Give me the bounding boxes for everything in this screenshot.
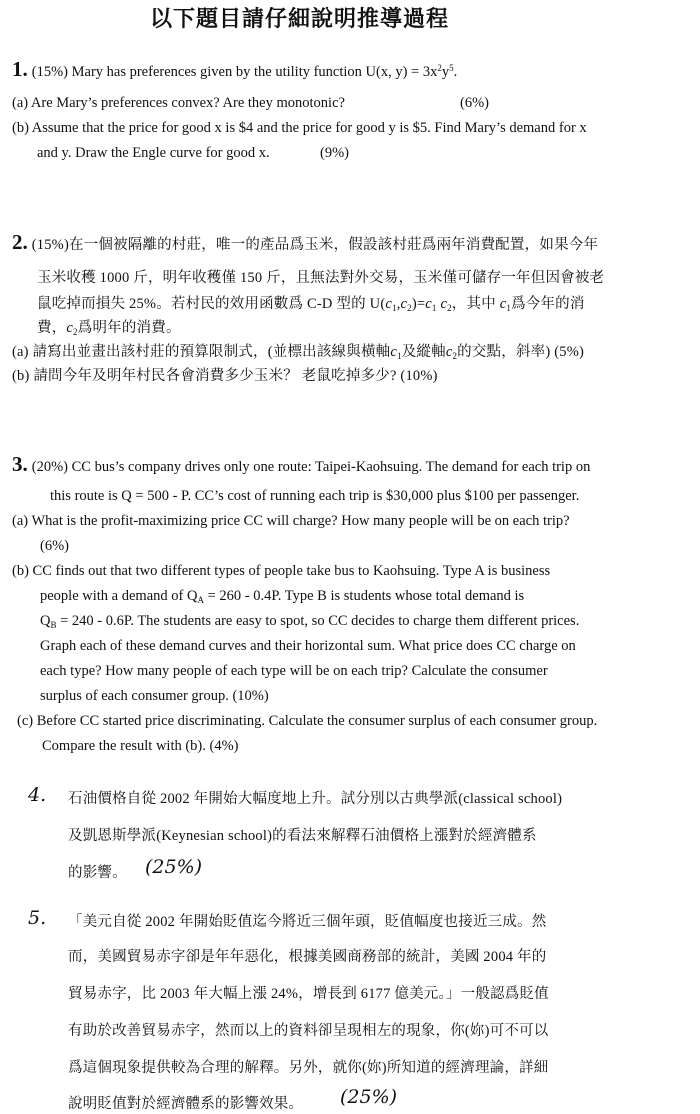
- var-c: c: [390, 344, 397, 360]
- part-b-line-2: and y. Draw the Engle curve for good x.: [37, 145, 270, 161]
- text: 及縱軸: [401, 344, 446, 360]
- handwritten-points: (25%): [340, 1086, 398, 1108]
- text: 的交點，斜率) (5%): [457, 344, 584, 360]
- sub-2: 2: [407, 303, 412, 313]
- text: 鼠吃掉而損失 25%。若村民的效用函數爲 C-D 型的 U(: [37, 296, 386, 312]
- part-c-line-1: (c) Before CC started price discriminating. Calculate the consumer surplus of each consumer group.: [17, 713, 598, 729]
- text: 費，: [37, 320, 67, 336]
- part-b-line-3: [40, 613, 579, 630]
- sub-1: 1: [431, 303, 437, 313]
- sub-2: 2: [447, 303, 452, 313]
- question-line-2: 及凱恩斯學派(Keynesian school)的看法來解釋石油價格上漲對於經濟體系: [68, 828, 537, 844]
- var-c: c: [425, 296, 432, 312]
- question-line-2: 玉米收穫 1000 斤，明年收穫僅 150 斤，且無法對外交易，玉米僅可儲存一年但因會被老: [37, 270, 605, 286]
- sub-2: 2: [73, 327, 78, 337]
- sub-a: A: [197, 595, 204, 605]
- sub-b: B: [50, 620, 57, 630]
- text: people with a demand of Q: [40, 588, 198, 604]
- exponent-y: 5: [449, 63, 454, 73]
- text: 爲今年的消: [511, 296, 585, 312]
- part-b-line-2: [40, 588, 524, 605]
- part-c-line-2: Compare the result with (b). (4%): [42, 738, 239, 754]
- sub-1: 1: [506, 303, 512, 313]
- question-line-3: 鼠吃掉而損失 25%。若村民的效用函數爲 C-D 型的 $U(c_1,c_2)=c_1$ $c_2$，其中 $c_1$爲今年的消: [37, 296, 585, 313]
- text: 爲明年的消費。: [77, 320, 181, 336]
- part-b-line-4: Graph each of these demand curves and their horizontal sum. What price does CC charge on: [40, 638, 576, 654]
- page-title: 以下題目請仔細說明推導過程: [150, 6, 450, 31]
- part-a: [12, 340, 584, 361]
- question-number: 2.: [12, 230, 28, 254]
- stem-text: (15%) Mary has preferences given by the utility function U(x, y) = 3x: [31, 64, 438, 80]
- question-line-4: 有助於改善貿易赤字，然而以上的資料卻呈現相左的現象，你(妳)可不可以: [68, 1023, 549, 1039]
- question-line-1: (20%) CC bus’s company drives only one route: Taipei-Kaohsuing. The demand for each trip on: [31, 459, 591, 475]
- question-line-6: 說明貶值對於經濟體系的影響效果。: [68, 1096, 304, 1112]
- var-c: c: [445, 344, 453, 360]
- part-a-points: (6%): [460, 95, 489, 111]
- part-b-points: (9%): [320, 145, 349, 161]
- question-line-4: [37, 316, 181, 337]
- part-a-points: (6%): [40, 538, 69, 554]
- question-number: 4.: [28, 784, 47, 806]
- part-a: (a) Are Mary’s preferences convex? Are they monotonic?: [12, 95, 345, 111]
- var-c: c: [385, 296, 392, 312]
- part-b: (b) 請問今年及明年村民各會消費多少玉米？ 老鼠吃掉多少? (10%): [12, 368, 438, 384]
- var-c: c: [400, 296, 408, 312]
- part-b-line-6: surplus of each consumer group. (10%): [40, 688, 269, 704]
- question-number: 1.: [12, 57, 28, 81]
- text: = 260 - 0.4P. Type B is students whose total demand is: [203, 588, 525, 604]
- question-line-5: 爲這個現象提供較為合理的解釋。另外，就你(妳)所知道的經濟理論，詳細: [68, 1060, 549, 1076]
- text: Q: [40, 613, 51, 629]
- text: )=: [411, 296, 426, 312]
- question-line-1: 「美元自從 2002 年開始貶值迄今將近三個年頭，貶值幅度也接近三成。然: [68, 914, 547, 930]
- sub-1: 1: [392, 303, 397, 313]
- question-number: 5.: [28, 907, 47, 929]
- part-a-line-1: (a) What is the profit-maximizing price CC will charge? How many people will be on each trip?: [12, 513, 570, 529]
- question-line-3: 貿易赤字，比 2003 年大幅上漲 24%，增長到 6177 億美元。」一般認爲貶值: [68, 986, 549, 1002]
- exponent-x: 2: [437, 63, 442, 73]
- text: (a) 請寫出並畫出該村莊的預算限制式，(並標出該線與橫軸: [12, 344, 391, 360]
- question-line-2: 而，美國貿易赤字卻是年年惡化，根據美國商務部的統計，美國 2004 年的: [68, 949, 547, 965]
- part-b-line-1: (b) Assume that the price for good x is $4 and the price for good y is $5. Find Mary’s demand for x: [12, 120, 587, 136]
- text: ，其中: [451, 296, 496, 312]
- part-b-line-5: each type? How many people of each type will be on each trip? Calculate the consumer: [40, 663, 548, 679]
- question-line-1: (15%)在一個被隔離的村莊，唯一的產品爲玉米，假設該村莊爲兩年消費配置，如果今年: [31, 237, 599, 253]
- var-y: y: [441, 64, 450, 80]
- handwritten-points: (25%): [145, 856, 203, 878]
- sub-1: 1: [397, 351, 402, 361]
- text: = 240 - 0.6P. The students are easy to spot, so CC decides to charge them different prices.: [56, 613, 580, 629]
- question-stem: (15%) Mary has preferences given by the utility function U(x, $y) = 3x^2y^5$.: [31, 63, 458, 80]
- var-c: c: [66, 320, 74, 336]
- var-c: c: [499, 296, 507, 312]
- part-b-line-1: (b) CC finds out that two different types of people take bus to Kaohsuing. Type A is business: [12, 563, 551, 579]
- question-line-1: 石油價格自從 2002 年開始大幅度地上升。試分別以古典學派(classical school): [68, 791, 563, 807]
- question-number: 3.: [12, 452, 28, 476]
- question-line-2: this route is Q = 500 - P. CC’s cost of running each trip is $30,000 plus $100 per passenger.: [50, 488, 580, 504]
- question-line-3: 的影響。: [68, 865, 127, 881]
- sub-2: 2: [452, 351, 458, 361]
- var-c: c: [440, 296, 448, 312]
